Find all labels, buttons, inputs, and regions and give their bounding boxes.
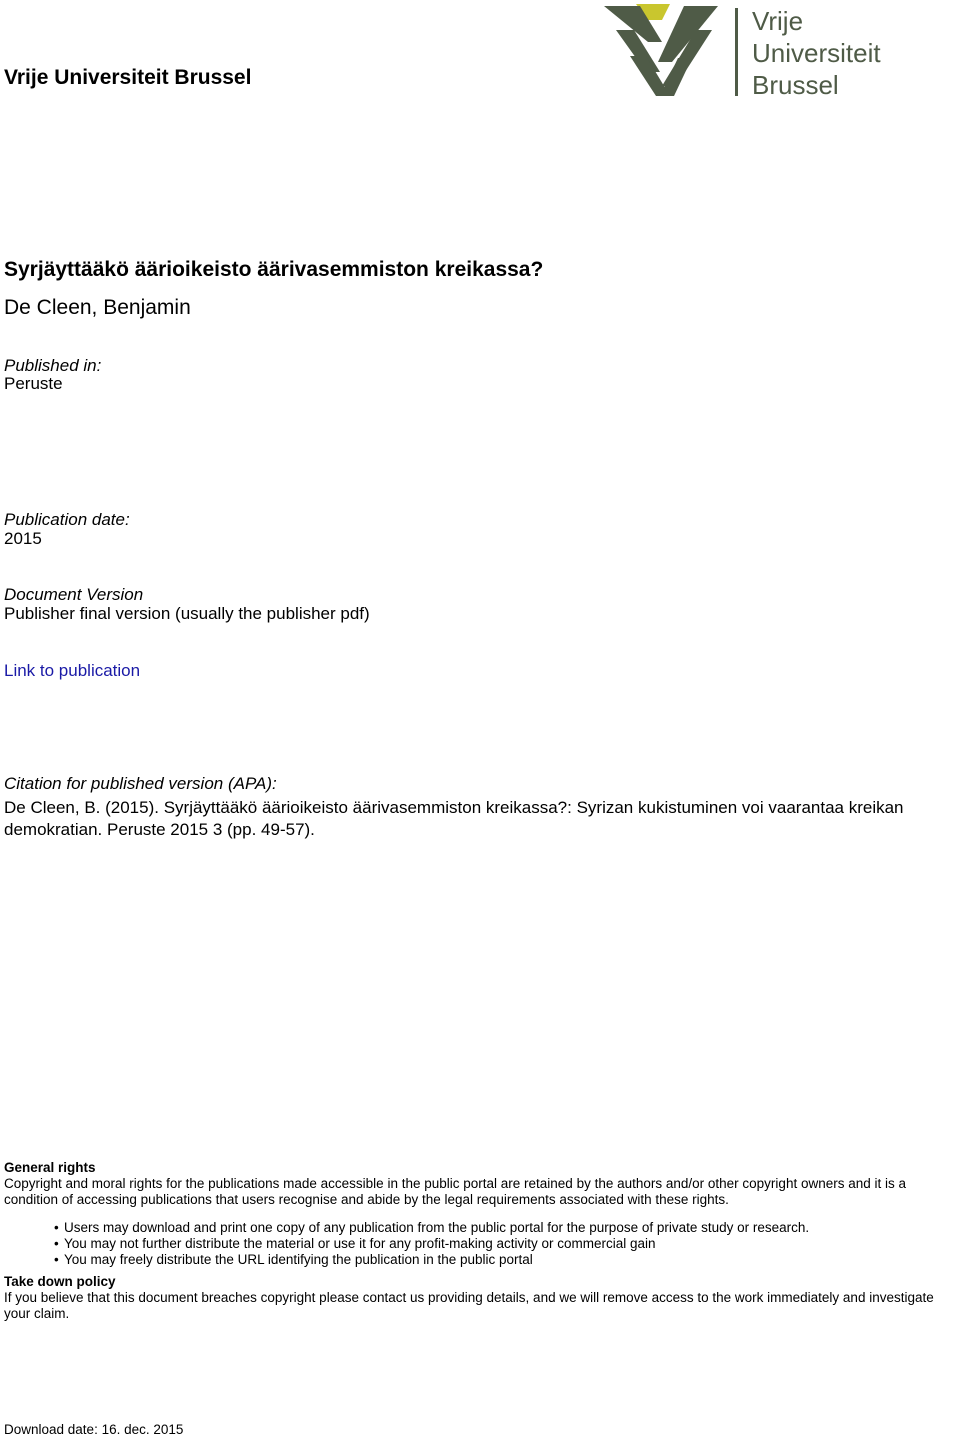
institution-name: Vrije Universiteit Brussel: [4, 66, 252, 89]
citation-label: Citation for published version (APA):: [4, 774, 277, 793]
takedown-heading: Take down policy: [4, 1274, 116, 1289]
takedown-text: If you believe that this document breaches copyright please contact us providing details, and we will remove access to the work immediately and investigate your claim.: [4, 1290, 934, 1321]
publication-date-value: 2015: [4, 529, 42, 548]
author-name: De Cleen, Benjamin: [4, 296, 191, 319]
logo-line-2: Universiteit: [752, 38, 881, 68]
vub-logo-icon: [604, 4, 718, 96]
list-item: • You may not further distribute the material or use it for any profit-making activity or commercial gain: [54, 1236, 960, 1252]
general-rights-text: Copyright and moral rights for the publications made accessible in the public portal are retained by the authors and/or other copyright owners and it is a condition of accessing publications that users recognise and abide by the legal requirements associated with these rights.: [4, 1176, 907, 1207]
publication-date-label: Publication date:: [4, 510, 130, 529]
citation-text: De Cleen, B. (2015). Syrjäyttääkö äärioikeisto äärivasemmiston kreikassa?: Syrizan kukistuminen voi vaarantaa kreikan demokratian. Peruste 2015 3 (pp. 49-57).: [4, 798, 904, 839]
download-date: Download date: 16. dec. 2015: [4, 1422, 184, 1437]
university-logo: [600, 0, 910, 102]
list-item: • Users may download and print one copy of any publication from the public portal for the purpose of private study or research.: [54, 1220, 960, 1236]
rights-section: [4, 1160, 960, 1322]
logo-line-1: Vrije: [752, 6, 804, 36]
document-version-value: Publisher final version (usually the publisher pdf): [4, 604, 370, 623]
publication-title: Syrjäyttääkö äärioikeisto äärivasemmiston kreikassa?: [4, 258, 544, 281]
general-rights-heading: General rights: [4, 1160, 96, 1175]
rights-list: [4, 1220, 960, 1268]
document-version-label: Document Version: [4, 585, 144, 604]
published-in-value: Peruste: [4, 374, 63, 393]
link-to-publication[interactable]: Link to publication: [4, 661, 141, 680]
logo-line-3: Brussel: [752, 70, 839, 100]
published-in-label: Published in:: [4, 356, 102, 375]
list-item: • You may freely distribute the URL identifying the publication in the public portal: [54, 1252, 960, 1268]
